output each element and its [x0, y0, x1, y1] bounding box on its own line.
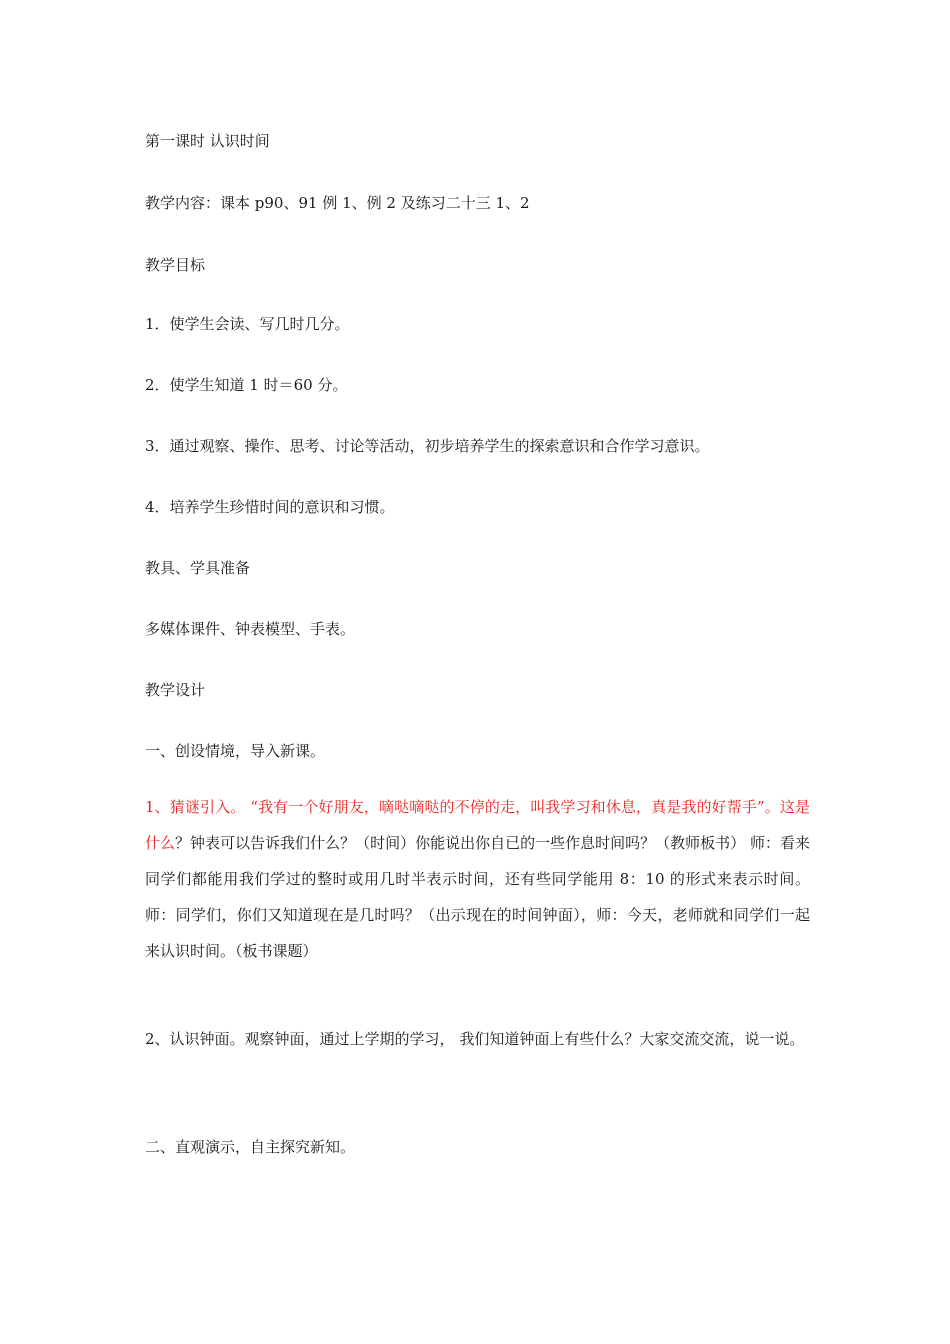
goal-item: 2．使学生知道 1 时＝60 分。	[145, 376, 348, 394]
design-heading: 教学设计	[145, 681, 206, 699]
step-2-paragraph: 2、认识钟面。观察钟面，通过上学期的学习， 我们知道钟面上有些什么？大家交流交流，说一说。	[145, 1030, 805, 1048]
goals-heading: 教学目标	[145, 256, 206, 274]
tools-heading: 教具、学具准备	[145, 559, 251, 577]
section-1-heading: 一、创设情境，导入新课。	[145, 742, 326, 760]
lesson-title: 第一课时 认识时间	[145, 132, 270, 150]
goal-item: 1．使学生会读、写几时几分。	[145, 315, 350, 333]
goal-item: 4．培养学生珍惜时间的意识和习惯。	[145, 498, 395, 516]
step-1-text: ？钟表可以告诉我们什么？（时间）你能说出你自已的一些作息时间吗？（教师板书） 师：看来同学们都能用我们学过的整时或用几时半表示时间，还有些同学能用 8：10 的形式来表示时间。 师：同学们，你们又知道现在是几时吗？（出示现在的时间钟面），师：今天，老师就和同学们一起来认识时间。（板书课题）	[145, 834, 810, 960]
step-1-paragraph	[145, 789, 810, 969]
section-2-heading: 二、直观演示，自主探究新知。	[145, 1138, 356, 1156]
tools-text: 多媒体课件、钟表模型、手表。	[145, 620, 356, 638]
teaching-content: 教学内容：课本 p90、91 例 1、例 2 及练习二十三 1、2	[145, 194, 530, 212]
goal-item: 3．通过观察、操作、思考、讨论等活动，初步培养学生的探索意识和合作学习意识。	[145, 437, 710, 455]
riddle-highlight: 1、猜谜引入。 “我有一个好朋友，嘀哒嘀哒的不停的走，叫我学习和休息，真是我的好帮手”。这是什么	[145, 798, 810, 852]
